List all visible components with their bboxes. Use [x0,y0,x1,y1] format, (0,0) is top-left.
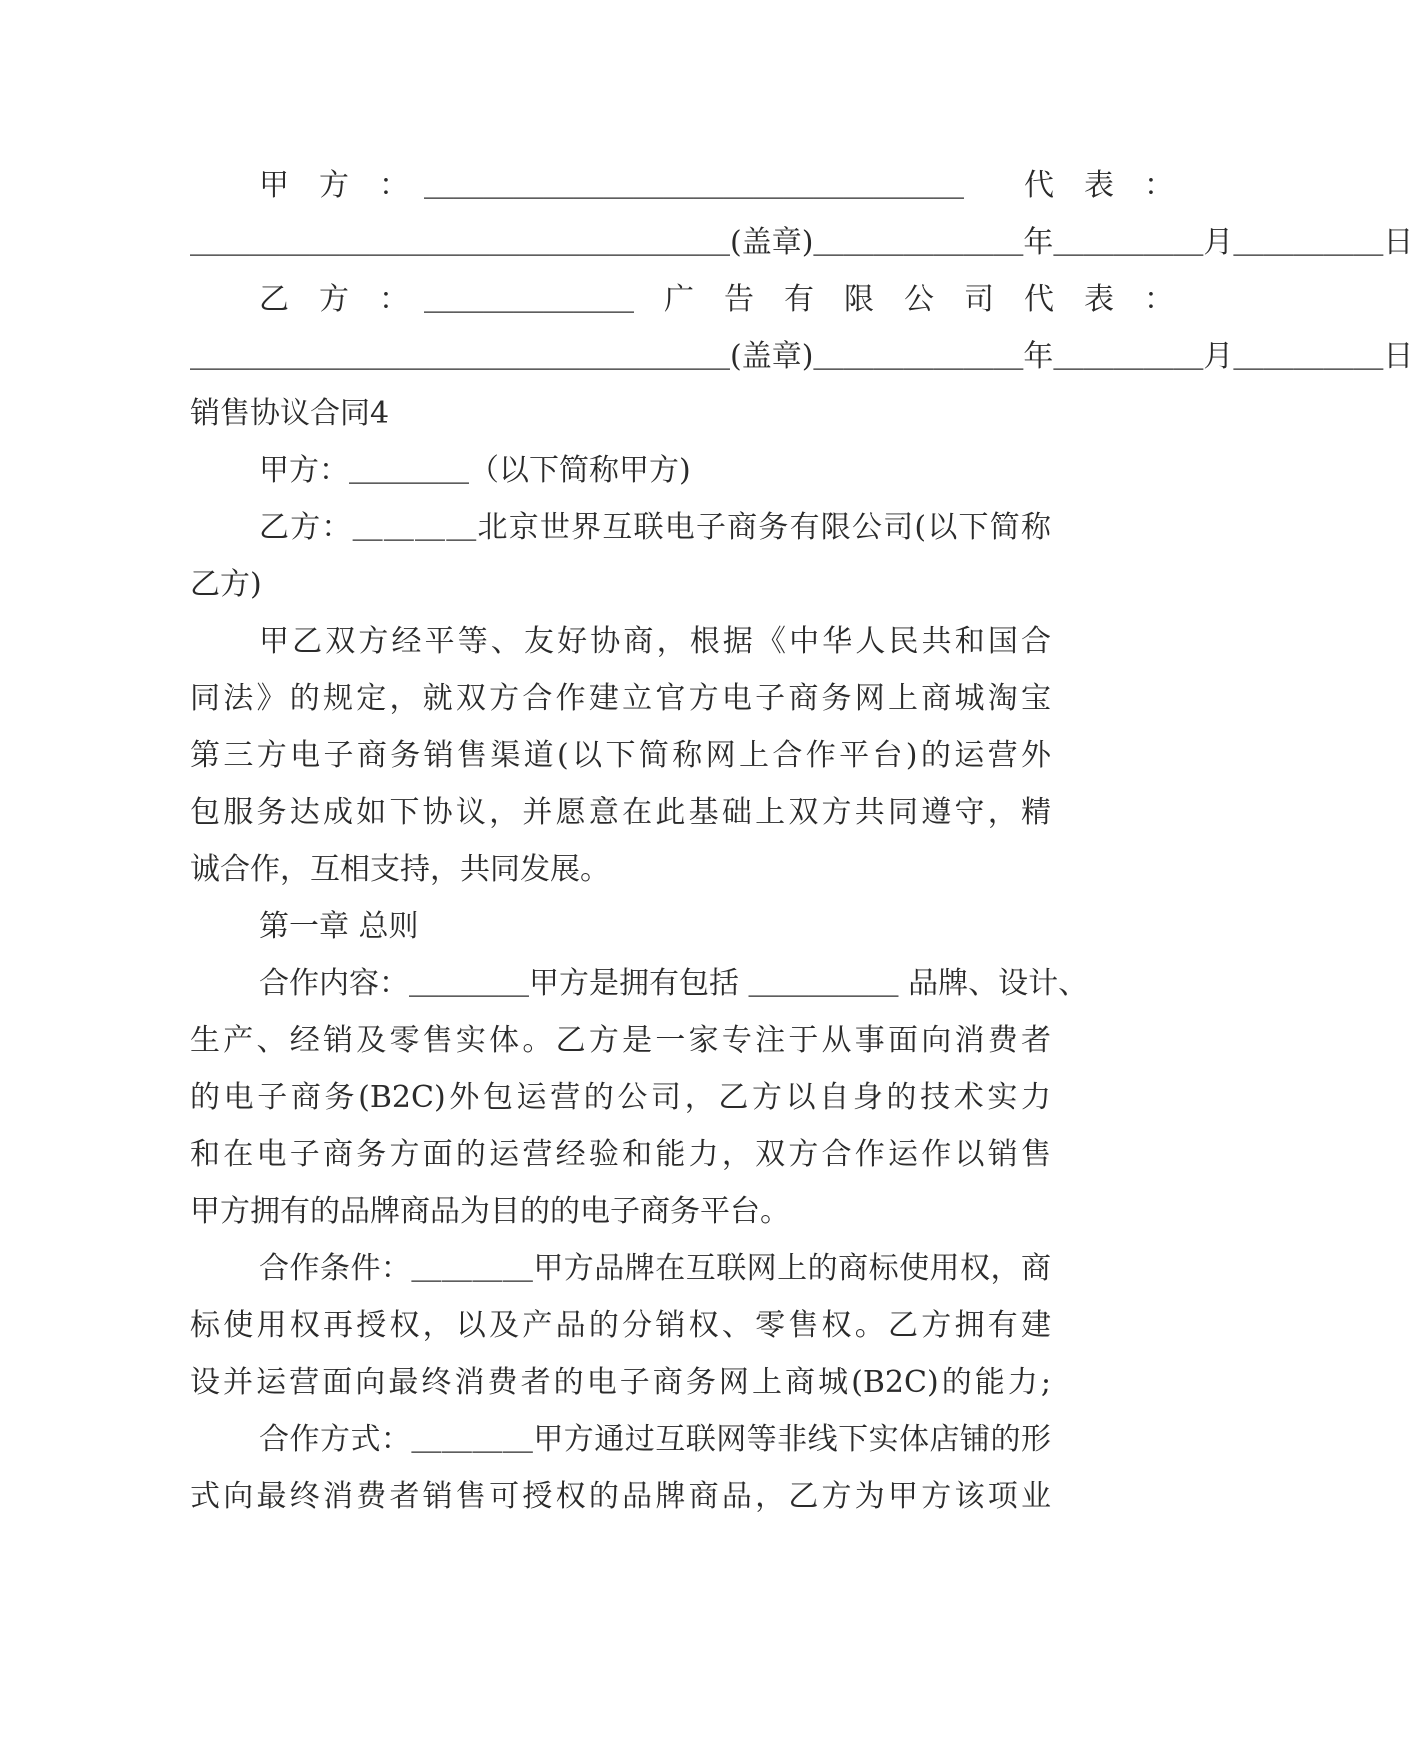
intro-paragraph-line: 包服务达成如下协议，并愿意在此基础上双方共同遵守，精 [190,795,1051,830]
cooperation-method-line: 合作方式：＿＿＿＿甲方通过互联网等非线下实体店铺的形 [259,1422,1051,1457]
contract-title: 销售协议合同4 [190,396,390,431]
party-b-signature-line: 乙 方 ： ＿＿＿＿＿＿＿ 广 告 有 限 公 司 代 表 ： [259,282,1174,317]
party-b-seal-date-line: ＿＿＿＿＿＿＿＿＿＿＿＿＿＿＿＿＿＿(盖章)＿＿＿＿＿＿＿年＿＿＿＿＿月＿＿＿＿＿日 [190,339,1413,374]
chapter-heading: 第一章 总则 [259,909,419,944]
party-b-line: 乙方：＿＿＿＿北京世界互联电子商务有限公司(以下简称 [259,510,1051,545]
cooperation-content-line: 和在电子商务方面的运营经验和能力，双方合作运作以销售 [190,1137,1051,1172]
intro-paragraph-line: 诚合作，互相支持，共同发展。 [190,852,610,887]
cooperation-content-line: 甲方拥有的品牌商品为目的的电子商务平台。 [190,1194,790,1229]
cooperation-method-line: 式向最终消费者销售可授权的品牌商品，乙方为甲方该项业 [190,1479,1051,1514]
party-a-line: 甲方：＿＿＿＿（以下简称甲方) [259,453,691,488]
intro-paragraph-line: 第三方电子商务销售渠道(以下简称网上合作平台)的运营外 [190,738,1051,773]
cooperation-content-line: 的电子商务(B2C)外包运营的公司，乙方以自身的技术实力 [190,1080,1051,1115]
party-b-line-cont: 乙方) [190,567,262,602]
cooperation-conditions-line: 合作条件：＿＿＿＿甲方品牌在互联网上的商标使用权，商 [259,1251,1051,1286]
cooperation-content-line: 生产、经销及零售实体。乙方是一家专注于从事面向消费者 [190,1023,1051,1058]
intro-paragraph-line: 甲乙双方经平等、友好协商，根据《中华人民共和国合 [259,624,1051,659]
cooperation-conditions-line: 标使用权再授权，以及产品的分销权、零售权。乙方拥有建 [190,1308,1051,1343]
cooperation-conditions-line: 设并运营面向最终消费者的电子商务网上商城(B2C)的能力; [190,1365,1051,1400]
party-a-signature-line: 甲 方 ： ＿＿＿＿＿＿＿＿＿＿＿＿＿＿＿＿＿＿ 代 表 ： [259,168,1174,203]
intro-paragraph-line: 同法》的规定，就双方合作建立官方电子商务网上商城淘宝 [190,681,1051,716]
cooperation-content-line: 合作内容：＿＿＿＿甲方是拥有包括 ＿＿＿＿＿ 品牌、设计、 [259,966,1089,1001]
party-a-seal-date-line: ＿＿＿＿＿＿＿＿＿＿＿＿＿＿＿＿＿＿(盖章)＿＿＿＿＿＿＿年＿＿＿＿＿月＿＿＿＿＿日 [190,225,1413,260]
